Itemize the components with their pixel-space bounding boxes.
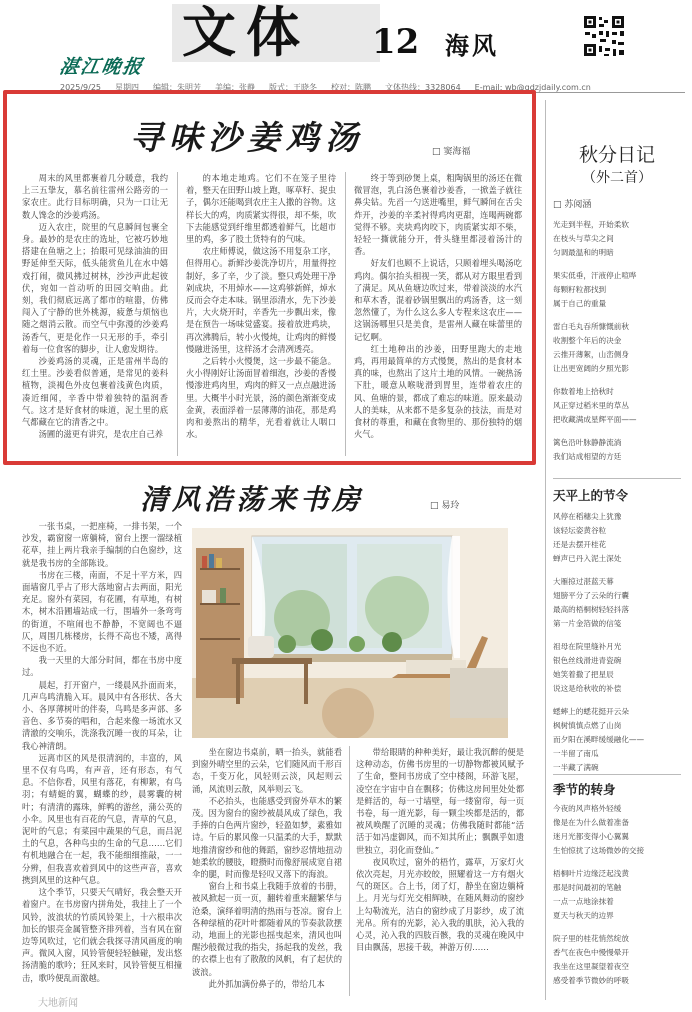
poem-balance-body: 风停在稻穗尖上犹豫 该轻坛姿黄谷粒 还是去摆开桂花 蝉声已丹入泥土深处 大雁掠过湛蓝天幕 翅膀平分了云朵的行囊 最高的梧桐树轻轻抖落 第一片金箔做的信笺 祖母在院里缝补月光 银色丝线滑进青瓷碗 她笑着撒了把星辰 说这是给秋收的补偿 蟋蟀上的蟋花挺开云朵 枫树慎慎点燃了山岗 而夕阳在溪畔缓缓融化—— 一半留了南瓜 一半藏了满碗: [553, 512, 645, 772]
poem-balance-title: 天平上的节令: [553, 488, 629, 503]
article2-byline: □ 易玲: [430, 501, 460, 511]
study-room-illustration: [192, 528, 508, 738]
article2-column-2: 坐在窗边书桌前，晒一抬头，就能看到窗外晴空里的云朵，它们随风而千形百态，千变万化，风轻则云淡，风起则云涌，风流则云散，风举则云飞。 不必抬头，也能感受到窗外草木的繁茂。因为窗台的窗纱被晨风成了绿色，我手捧的白色两片窗纱，轻盈如梦，素雅如诗。午后的累风像一只温柔的大手，默默地推清窗纱和他的舞蹈，窗纱忍情地扭动她柔软的腰肢，瞪攒时而像舒展成宽自裙伞的腿，时而像是轻叹又落下的海浪。 窗台上和书桌上我随手放着的书册，被风掀起一页一页，翻转着重来翻繁华与沧桑，演绎着明清的热雨与苍凉。窗台上各种绿植的花叶叶都随着风的节奏款款摆动，地面上的光影也摇曳起来，清风也叫醒沙般微过我的指尖，扬起我的发丝，我的衣襟上也有了散散的风帆，有了起伏的波浪。 此外抓加满份鼻子的，带给几本: [192, 747, 342, 989]
poem-turn-title: 季节的转身: [553, 782, 616, 797]
poem-separator: [553, 478, 681, 479]
poem-turn-body: 今夜的风声格外轻缓 像是在为什么做着准备 迷月光都变得小心翼翼 生怕惊扰了这场微妙的交接 梧桐叶片边缘泛起浅黄 那是时间最初的笔触 一点一点地涂抹着 夏天与秋天的边界 院子里的桂花悄然绽放 香气在夜色中慢慢晕开 我坐在这里凝望着夜空 感受着季节微妙的呼吸: [553, 804, 645, 985]
highlight-frame: [3, 90, 536, 465]
poem-diary: [553, 140, 681, 473]
poem-diary-subtitle: （外二首）: [582, 170, 652, 186]
newspaper-logo: 湛江晚报: [57, 56, 146, 78]
page-title: 文体: [182, 0, 310, 64]
poem-diary-title: 秋分日记: [578, 144, 655, 166]
poem-balance: [553, 486, 681, 784]
article1-byline: □ 窦海福: [432, 147, 471, 157]
article1-column-2: 的本地走地鸡。它们不在笼子里待着，整天在田野山坡上跑，啄草籽、捉虫子，偶尔还能喝到农庄主人撒的谷物。这样长大的鸡，肉质紧实得很，却不柴，吹下去能感觉到纤维里都透着鲜气，比超市里的鸡，多了股土货特有的气味。 农庄师傅说，做这汤不用复杂工序，但得用心。新鲜沙姜洗净切片，用量得控制好，多了辛，少了淡。整只鸡处理干净剁成块，不用焯水——这鸡够新鲜，焯水反而会夺走本味。锅里添清水，先下沙姜片，大火烧开时，辛香先一步飘出来，像是在预告一场味觉盛宴。接着放进鸡块，再次沸腾后，转小火慢炖，让鸡肉的鲜慢慢融进汤里，这样汤才会清冽透亮。 之后转小火慢煲，这一步最不能急。火小得刚好让汤面冒着细泡，沙姜的香慢慢渗进鸡肉里，鸡肉的鲜又一点点融进汤里。大概半小时光景，汤的颜色渐渐变成金黄，表面浮着一层薄薄的油花，那是鸡肉和姜熬出的精华，光看着就让人咽口水。: [186, 173, 336, 440]
section-name: 海风: [445, 31, 499, 60]
issue-info-line: 2025/9/25 星期四 编辑：朱明芳 美编：张静 版式：王晓冬 校对：陈鹏 文体热线：3328064 E-mail: wb@gdzjdaily.com.cn: [60, 83, 591, 92]
article1-title: 寻味沙姜鸡汤: [130, 118, 364, 157]
qr-code-icon: [582, 14, 626, 58]
article2-title: 清风浩荡来书房: [140, 483, 365, 516]
article1-column-3: 终于等到砂煲上桌，粗陶锅里的汤还在微微冒泡，乳白汤色裹着沙姜香，一掀盖子就往鼻尖钻。先舀一勺送进嘴里，鲜气瞬间在舌尖炸开，沙姜的辛柔衬得鸡肉更甜，连喝两碗都觉得不够。夹块鸡肉咬下，肉质紧实却不柴，轻轻一撕就能分开，骨头缝里都浸着汤汁的香。 好友们也顾不上说话，只顾着埋头喝汤吃鸡肉。偶尔抬头相视一笑，都从对方眼里看到了满足。风从鱼塘边吹过来，带着淡淡的水汽和草木香，混着砂锅里飘出的鸡汤香，这一刻忽然懂了，为什么这么多人专程来这农庄——这锅汤哪里只是美食，是雷州人藏在味蕾里的记忆啊。 红土地种出的沙姜，田野里跑大的走地鸡，再用最简单的方式慢煲，熬出的是食材本真的味，也熬出了这片土地的风情。一碗热汤下肚，暖意从喉咙滑到胃里，连带着农庄的风、鱼塘的景，都成了难忘的味道。原来最动人的美味，从来都不是多复杂的技法，而是对食材的尊重，和藏在食物里的、那份独特的烟火气。: [354, 173, 522, 440]
poem-diary-byline: □ 苏阅涵: [553, 200, 592, 210]
page-number: 12: [372, 22, 420, 62]
poem-separator: [553, 774, 681, 775]
article1-column-1: 周末的风里都裹着几分暖意，我约上三五挚友，慕名前往雷州公路旁的一家农庄。此行目标明确，只为一口让无数人馋念的沙姜鸡汤。 迈入农庄，院里的气息瞬间包裹全身。最妙的是农庄的选址，它被巧妙地搭建在鱼塘之上；抬眼可见绿油油的田野延伸至天际，低头能赏鱼儿在水中嬉戏打闹，微风拂过树林，沙沙声此起彼伏，宛如一首动听的田园交响曲。此刻，我们彻底远离了都市的喧嚣，仿佛闯入了宁静的世外桃源，疲惫与烦恼也随之烟消云散。而空气中弥漫的沙姜鸡汤香气，更是化作一只无形的手，牵引着每一位食客的脚步，让人愈发期待。 沙姜鸡汤的灵魂，正是雷州半岛的红土里。沙姜看似普通，是常见的姜科植物，淡褐色外皮包裹着浅黄色肉质，凑近细闻，辛香中带着独特的温润香气。这才是好食材的味道，泥土里的底气都藏在它的清香之中。 汤圃的滋更有讲究，是农庄自己养: [22, 173, 168, 440]
article2-column-1: 一张书桌，一把座椅，一排书架，一个沙发，霸窗窗一席躺椅，窗台上摆一溜绿植花草，挂上两片我亲手编制的白色窗纱，这就是我书房的全部陈设。 书房在三楼，南面，不足十平方米，四面墙窗几乎占了形大落地窗占去两面，阳光充足。窗外有菜园，有花圃，有草地，有树木，树木沿圃墙站成一行，围墙外一条弯弯的街道，不喧闹也不静静，不宽阔也不逼仄，周围几栋楼房，长得不高也不矮，离得不远也不近。 我一天里的大部分时间，都在书房中度过。 晨起，打开窗户，一缕晨风扑面而来，几声鸟鸣清脆入耳。晨风中有各形状、各大小、各厚薄树叶的伴奏，鸟鸣是多声部、多音色、多节奏的唱和，合起来像一场流水又清澈的交响乐，洗涤我沉睡一夜的耳朵，让我心神清朗。 远离市区的风是很清润的，丰富的，风里不仅有鸟鸣，有声音，还有形态，有气息。不信你看，风里有落花，有柳絮，有鸟羽；有蜻蜓的翼，蝴蝶的纱，晨雾囊的树叶；有清清的露珠，鲜鸭的游丝，蒲公英的小伞。风里也有百花的气息，青草的气息，泥叶的气息；有菜园中蔬果的气息，而吕泥土的气息，各种鸟虫的生命的气息……它们有机地融合在一起，我不能细细推敲，一一分辨，但我喜欢着到风中的这些声音，喜欢携到风里的这种气息。 这个季节，只要天气晴好，我会整天开着窗户。在书房窗内拼角处，我挂上了一个风铃，波浪状的竹质风铃架上，十六根串次加长的银亮金属管整齐排列着，当有风在窗边等风吹过，它们就会我探寻清风画度的响声。微风入窗，风铃管便轻轻触碰，发出悠扬清脆的歌吟；狂风来时，风铃管便互相撞击，歌吟便乱而激越。: [22, 521, 182, 983]
source-watermark: 大地新闻: [38, 998, 78, 1009]
article2-column-3: 带给眼睛的种种美好，最让我沉醉的便是这种动态，仿佛书房里的一切静物都被风赋予了生命，整间书房成了空中楼阁，环游飞屋，凌空在宇宙中自在飘移；仿佛这房间里处处都是鲜活的，每一寸墙壁，每一缕窗帘，每一页书卷，每一道光影，每一颗尘埃都是活的，都被风唤醒了沉睡的灵魂；仿佛我随时都能“活活于如冯虚御风，而不知其所止；飘飘乎如遗世独立，羽化而登仙。” 夜风吹过，窗外的梧竹，露草，万家灯火依次亮起，月光亦皎皎，照耀着这一方有烟火气的斑区。合上书，闭了灯，静坐在窗边躺椅上。月光与灯光交相辉映，在随风舞动的窗纱上勾勒流光，洁白的窗纱成了月影纱，成了流光帛。所有的光影，沁入我的肌肤，沁入我的心灵，沁入我的四肢百骸，我的灵魂在晚风中目由飘荡，思接千载，神游万仞……: [356, 747, 524, 953]
poem-turn: [553, 780, 681, 997]
column-divider: [349, 746, 350, 996]
sidebar-divider: [545, 100, 546, 1000]
poem-diary-body: 光走到半程，开始柔软 在枝头与草尖之间 匀调最温和的明暗 果实低垂，汗液停止喧哗 每颗籽粒都找到 属于自己的重量 雷白毛丸吞所慷慨前秋 收割整个年后的决金 云推开薄絮，山峦侧身 让出更宽阔的夕照光影 你数着地上拾秋时 风正穿过稻米里的草丛 把收藏满成星辉平面—— 篱色沿叶脉静静流淌 我们站成相望的方廷: [553, 220, 637, 461]
